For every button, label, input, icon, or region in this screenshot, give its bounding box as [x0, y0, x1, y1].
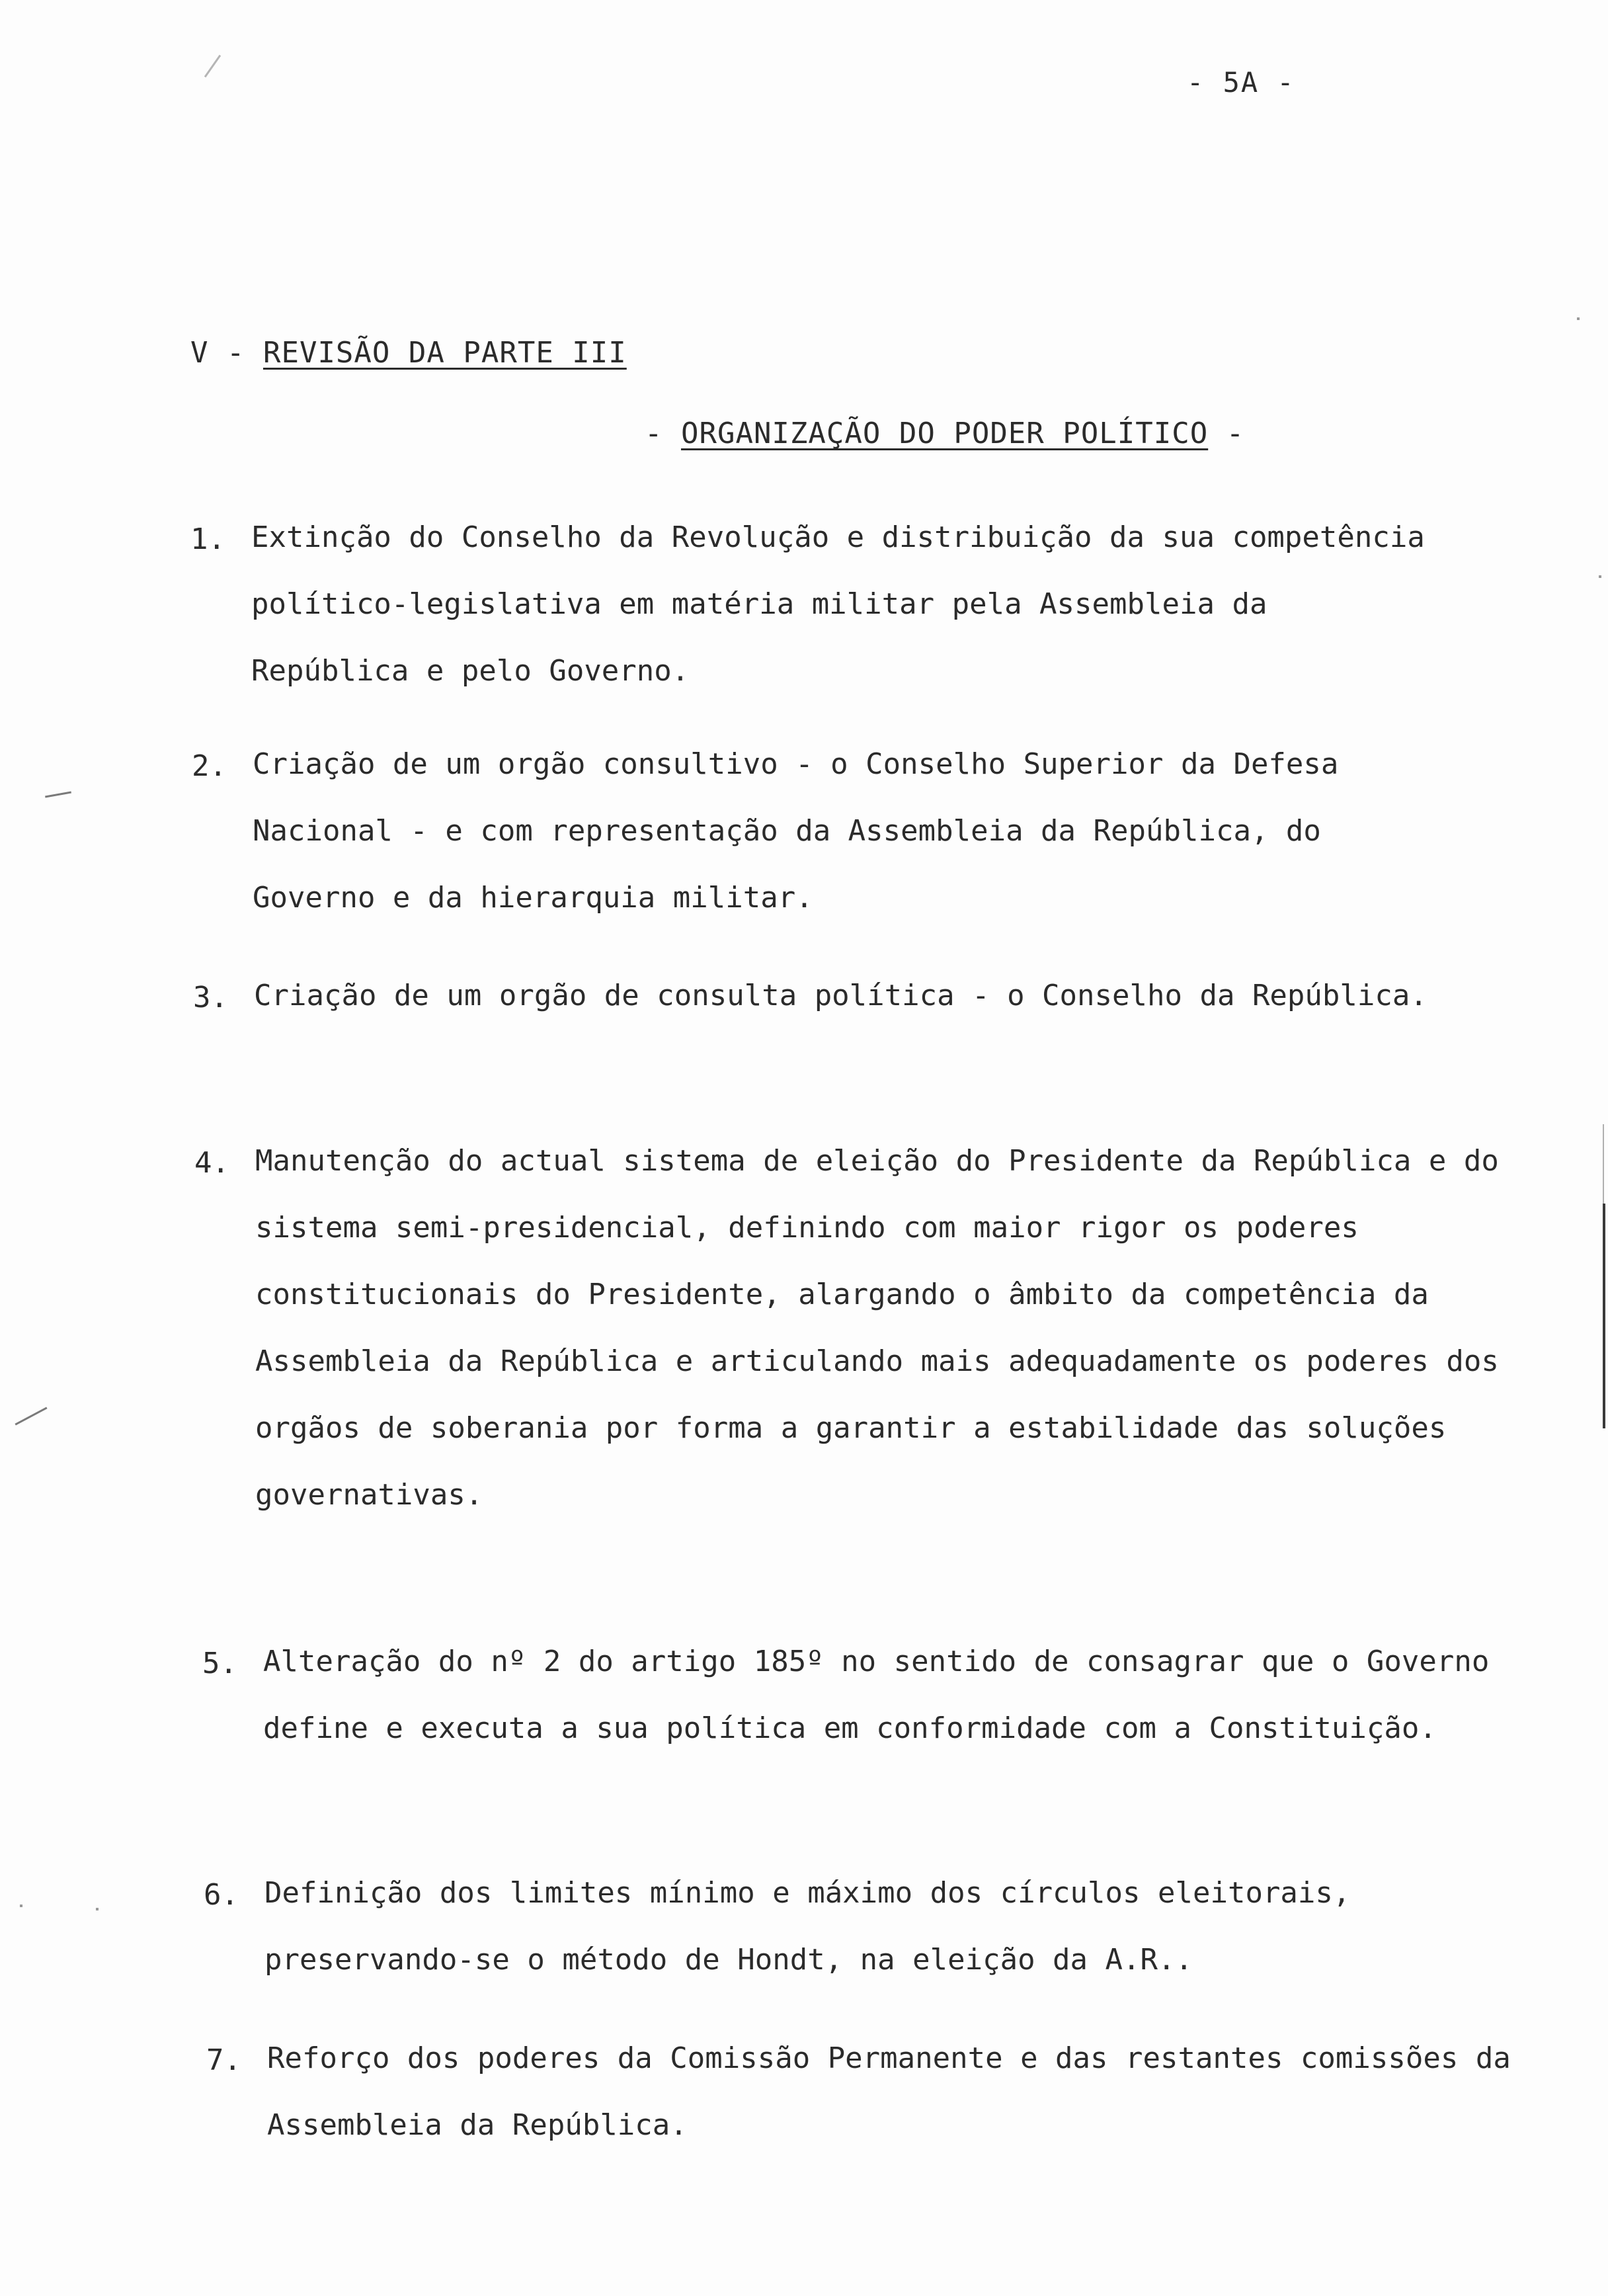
margin-line	[1603, 1204, 1605, 1428]
list-item-text: Criação de um orgão consultivo - o Conselho Superior da Defesa Nacional - e com representação da Assembleia da República, do Governo e da hierarquia militar.	[253, 747, 1339, 915]
scan-mark	[45, 792, 71, 798]
list-item-number: 1.	[190, 522, 225, 556]
section-title: REVISÃO DA PARTE III	[262, 336, 627, 370]
list-item-text: Reforço dos poderes da Comissão Permanente e das restantes comissões da Assembleia da República.	[267, 2041, 1511, 2142]
list-item-text: Alteração do nº 2 do artigo 185º no sentido de consagrar que o Governo define e executa a sua política em conformidade com a Constituição.	[263, 1645, 1490, 1745]
scan-mark	[204, 55, 221, 77]
page-number: - 5A -	[1187, 66, 1295, 99]
section-subtitle-suffix: -	[1208, 417, 1245, 450]
list-item-text: Criação de um orgão de consulta política - o Conselho da República.	[254, 979, 1427, 1012]
section-subtitle	[645, 417, 1244, 450]
list-item-number: 7.	[206, 2043, 241, 2077]
list-item-number: 2.	[192, 749, 227, 783]
section-subtitle-text: ORGANIZAÇÃO DO PODER POLÍTICO	[680, 417, 1209, 450]
list-item-text: Manutenção do actual sistema de eleição do Presidente da República e do sistema semi-presidencial, definindo com maior rigor os poderes constitucionais do Presidente, alargando o âmbito da competência da Assembleia da República e articulando mais adequadamente os poderes dos orgãos de soberania por forma a garantir a estabilidade das soluções governativas.	[255, 1144, 1499, 1512]
scan-mark	[15, 1407, 47, 1425]
list-item-text: Definição dos limites mínimo e máximo dos círculos eleitorais, preservando-se o método de Hondt, na eleição da A.R..	[264, 1876, 1351, 1977]
list-item-number: 6.	[204, 1878, 239, 1912]
section-heading	[190, 336, 627, 370]
scan-mark	[1577, 317, 1580, 320]
section-prefix: V -	[190, 336, 263, 370]
scan-mark	[96, 1908, 99, 1910]
list-item-number: 4.	[194, 1146, 229, 1180]
list-item-number: 3.	[193, 981, 228, 1014]
list-item-text: Extinção do Conselho da Revolução e distribuição da sua competência político-legislativa em matéria militar pela Assembleia da República e pelo Governo.	[251, 520, 1425, 688]
scan-mark	[1599, 575, 1601, 578]
scan-mark	[20, 1905, 22, 1907]
section-subtitle-prefix: -	[645, 417, 681, 450]
list-item-number: 5.	[202, 1647, 237, 1680]
margin-line	[1603, 1124, 1604, 1204]
